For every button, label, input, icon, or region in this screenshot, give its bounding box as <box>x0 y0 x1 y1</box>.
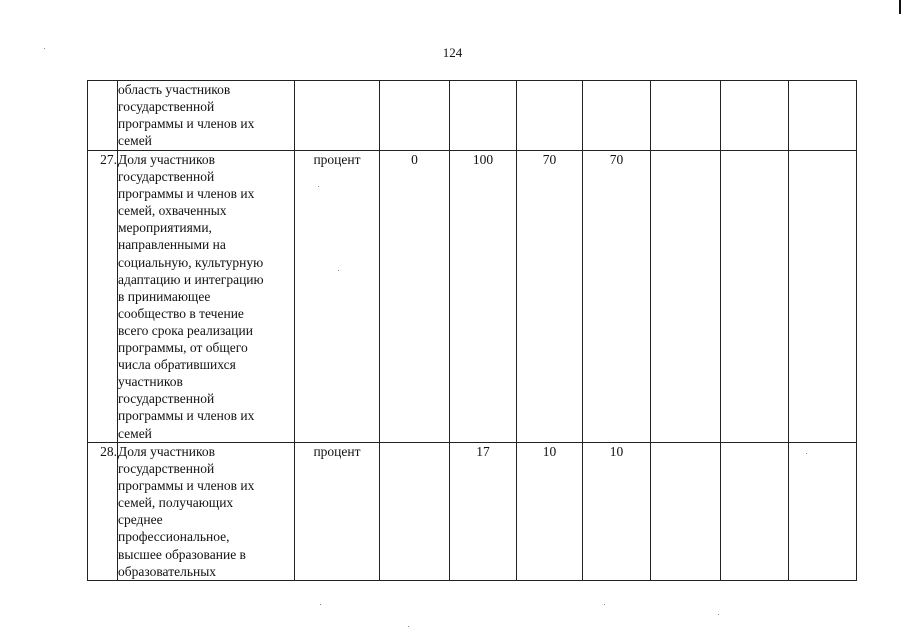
value-cell: 100 <box>450 151 517 443</box>
indicator-name-line: семей, получающих <box>118 495 234 511</box>
value-cell <box>721 443 789 581</box>
value-cell <box>721 81 789 151</box>
indicator-name-line: семей <box>118 425 152 441</box>
value-cell <box>789 443 857 581</box>
row-number-cell: 28. <box>88 443 118 581</box>
indicator-name-line: Доля участников <box>118 444 215 459</box>
row-number-cell <box>88 81 118 151</box>
indicator-name-cell <box>118 81 295 151</box>
scan-speck <box>408 626 409 627</box>
indicator-name-line: высшее образование в <box>118 546 246 562</box>
indicator-name-line: программы и членов их <box>118 116 255 132</box>
row-number-cell: 27. <box>88 151 118 443</box>
scan-edge-mark <box>899 0 901 14</box>
value-cell: 10 <box>583 443 651 581</box>
indicator-name-line: участников <box>118 374 183 390</box>
page-number: 124 <box>442 45 463 60</box>
indicator-name-line: в принимающее <box>118 288 211 304</box>
indicator-name-line: направленными на <box>118 237 226 253</box>
indicator-name-line: государственной <box>118 169 215 185</box>
indicator-name-line: социальную, культурную <box>118 254 264 270</box>
table-row <box>88 443 857 581</box>
indicator-name-line: государственной <box>118 461 215 477</box>
indicator-name-line: адаптацию и интеграцию <box>118 271 264 287</box>
scan-speck <box>718 614 719 615</box>
value-cell: 10 <box>517 443 583 581</box>
value-cell <box>380 443 450 581</box>
scan-speck <box>320 604 321 605</box>
value-cell <box>583 81 651 151</box>
indicator-name-line: государственной <box>118 391 215 407</box>
unit-cell: процент <box>295 151 380 443</box>
table-row <box>88 81 857 151</box>
table-body <box>88 81 857 581</box>
unit-cell: процент <box>295 443 380 581</box>
value-cell <box>651 443 721 581</box>
scan-speck <box>44 48 45 49</box>
indicator-name-line: программы, от общего <box>118 340 248 356</box>
value-cell: 0 <box>380 151 450 443</box>
indicator-name-line: мероприятиями, <box>118 220 212 236</box>
value-cell <box>651 151 721 443</box>
indicator-name-line: числа обратившихся <box>118 357 236 373</box>
value-cell: 70 <box>583 151 651 443</box>
indicator-name-line: семей, охваченных <box>118 203 227 219</box>
indicator-name-line: область участников <box>118 82 231 97</box>
unit-cell <box>295 81 380 151</box>
indicator-name-line: профессиональное, <box>118 529 230 545</box>
value-cell: 17 <box>450 443 517 581</box>
value-cell <box>789 151 857 443</box>
indicator-name-line: программы и членов их <box>118 186 255 202</box>
indicator-name-cell <box>118 151 295 443</box>
indicator-name-line: Доля участников <box>118 152 215 167</box>
scan-speck <box>604 604 605 605</box>
value-cell: 70 <box>517 151 583 443</box>
indicator-name-line: всего срока реализации <box>118 322 253 338</box>
indicator-name-line: программы и членов их <box>118 408 255 424</box>
indicator-name-line: семей <box>118 133 152 149</box>
value-cell <box>789 81 857 151</box>
value-cell <box>517 81 583 151</box>
value-cell <box>651 81 721 151</box>
indicator-name-line: сообщество в течение <box>118 305 244 321</box>
value-cell <box>380 81 450 151</box>
indicator-name-line: государственной <box>118 99 215 115</box>
indicator-name-cell <box>118 443 295 581</box>
indicator-name-line: среднее <box>118 512 163 528</box>
value-cell <box>721 151 789 443</box>
indicator-name-line: образовательных <box>118 563 217 579</box>
value-cell <box>450 81 517 151</box>
table-row <box>88 151 857 443</box>
indicator-name-line: программы и членов их <box>118 478 255 494</box>
indicators-table <box>87 80 857 581</box>
